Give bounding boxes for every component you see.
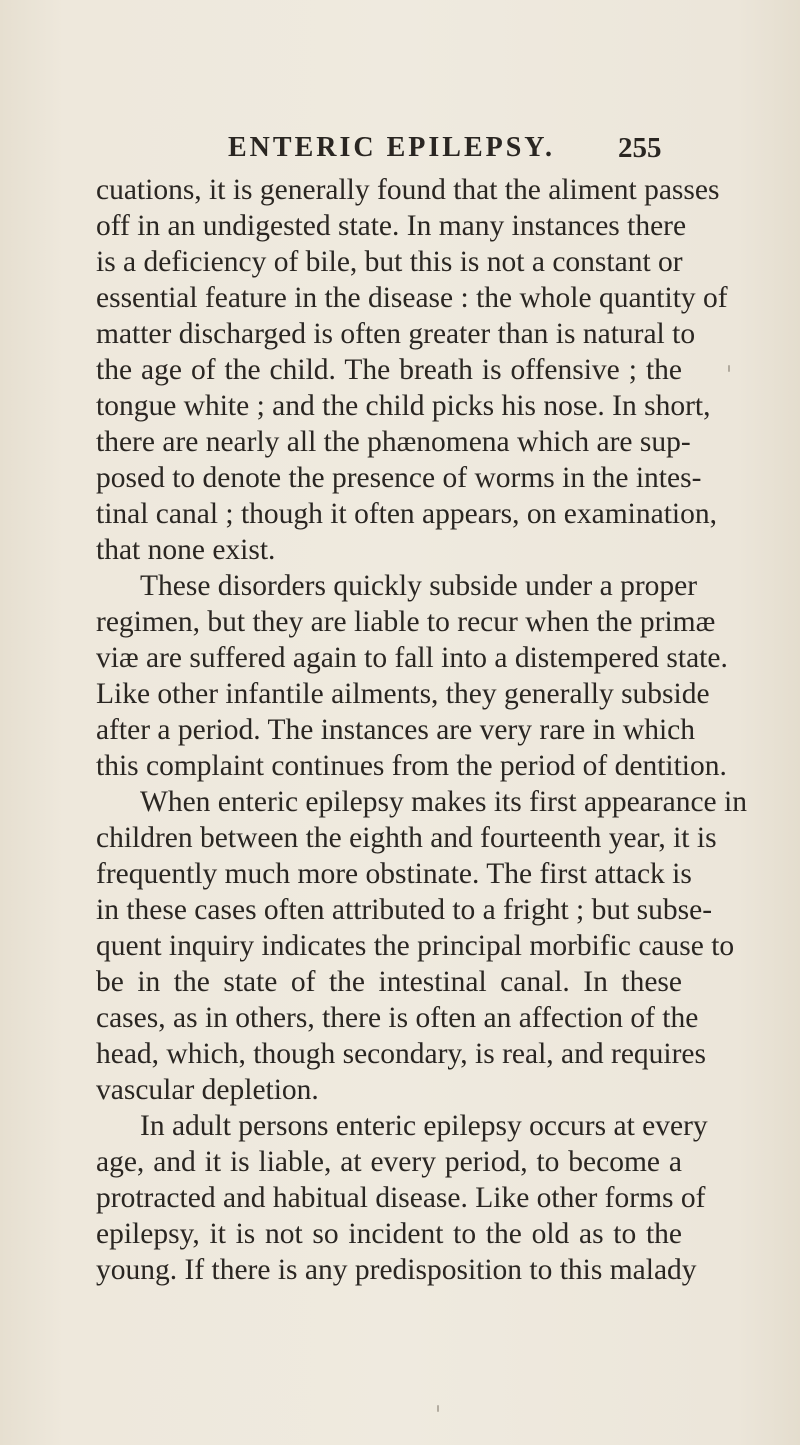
running-head <box>0 132 800 168</box>
paper-speck <box>728 365 730 372</box>
text-line: epilepsy, it is not so incident to the old as to the <box>96 1218 682 1250</box>
running-title: ENTERIC EPILEPSY. <box>228 132 555 163</box>
text-line: the age of the child. The breath is offensive ; the <box>96 354 682 386</box>
text-line: age, and it is liable, at every period, to become a <box>96 1146 682 1178</box>
text-line: cuations, it is generally found that the aliment passes <box>96 174 720 206</box>
text-line: regimen, but they are liable to recur when the primæ <box>96 606 716 638</box>
text-line: essential feature in the disease : the whole quantity of <box>96 282 728 314</box>
text-line: after a period. The instances are very rare in which <box>96 714 696 746</box>
paper-speck <box>437 1405 439 1412</box>
text-line: children between the eighth and fourteenth year, it is <box>96 822 717 854</box>
paragraph-start-line: In adult persons enteric epilepsy occurs at every <box>140 1110 708 1142</box>
text-line: tongue white ; and the child picks his nose. In short, <box>96 390 711 422</box>
text-line: frequently much more obstinate. The first attack is <box>96 858 692 890</box>
text-line: this complaint continues from the period of dentition. <box>96 750 727 782</box>
text-line: matter discharged is often greater than is natural to <box>96 318 696 350</box>
text-line: vascular depletion. <box>96 1074 319 1106</box>
text-line: young. If there is any predisposition to this malady <box>96 1254 697 1286</box>
text-line: be in the state of the intestinal canal. In these <box>96 966 682 998</box>
text-line: is a deficiency of bile, but this is not a constant or <box>96 246 683 278</box>
text-line: there are nearly all the phænomena which are sup- <box>96 426 691 458</box>
text-line: tinal canal ; though it often appears, on examination, <box>96 498 717 530</box>
text-line: Like other infantile ailments, they generally subside <box>96 678 710 710</box>
text-line: quent inquiry indicates the principal morbific cause to <box>96 930 735 962</box>
text-line: posed to denote the presence of worms in the intes- <box>96 462 702 494</box>
text-line: viæ are suffered again to fall into a distempered state. <box>96 642 728 674</box>
text-line: cases, as in others, there is often an affection of the <box>96 1002 699 1034</box>
text-line: that none exist. <box>96 534 276 566</box>
text-line: in these cases often attributed to a fright ; but subse- <box>96 894 713 926</box>
text-line: off in an undigested state. In many instances there <box>96 210 687 242</box>
text-line: head, which, though secondary, is real, and requires <box>96 1038 707 1070</box>
page-number: 255 <box>618 132 662 164</box>
paragraph-start-line: When enteric epilepsy makes its first appearance in <box>140 786 747 818</box>
text-line: protracted and habitual disease. Like other forms of <box>96 1182 706 1214</box>
paragraph-start-line: These disorders quickly subside under a proper <box>140 570 698 602</box>
